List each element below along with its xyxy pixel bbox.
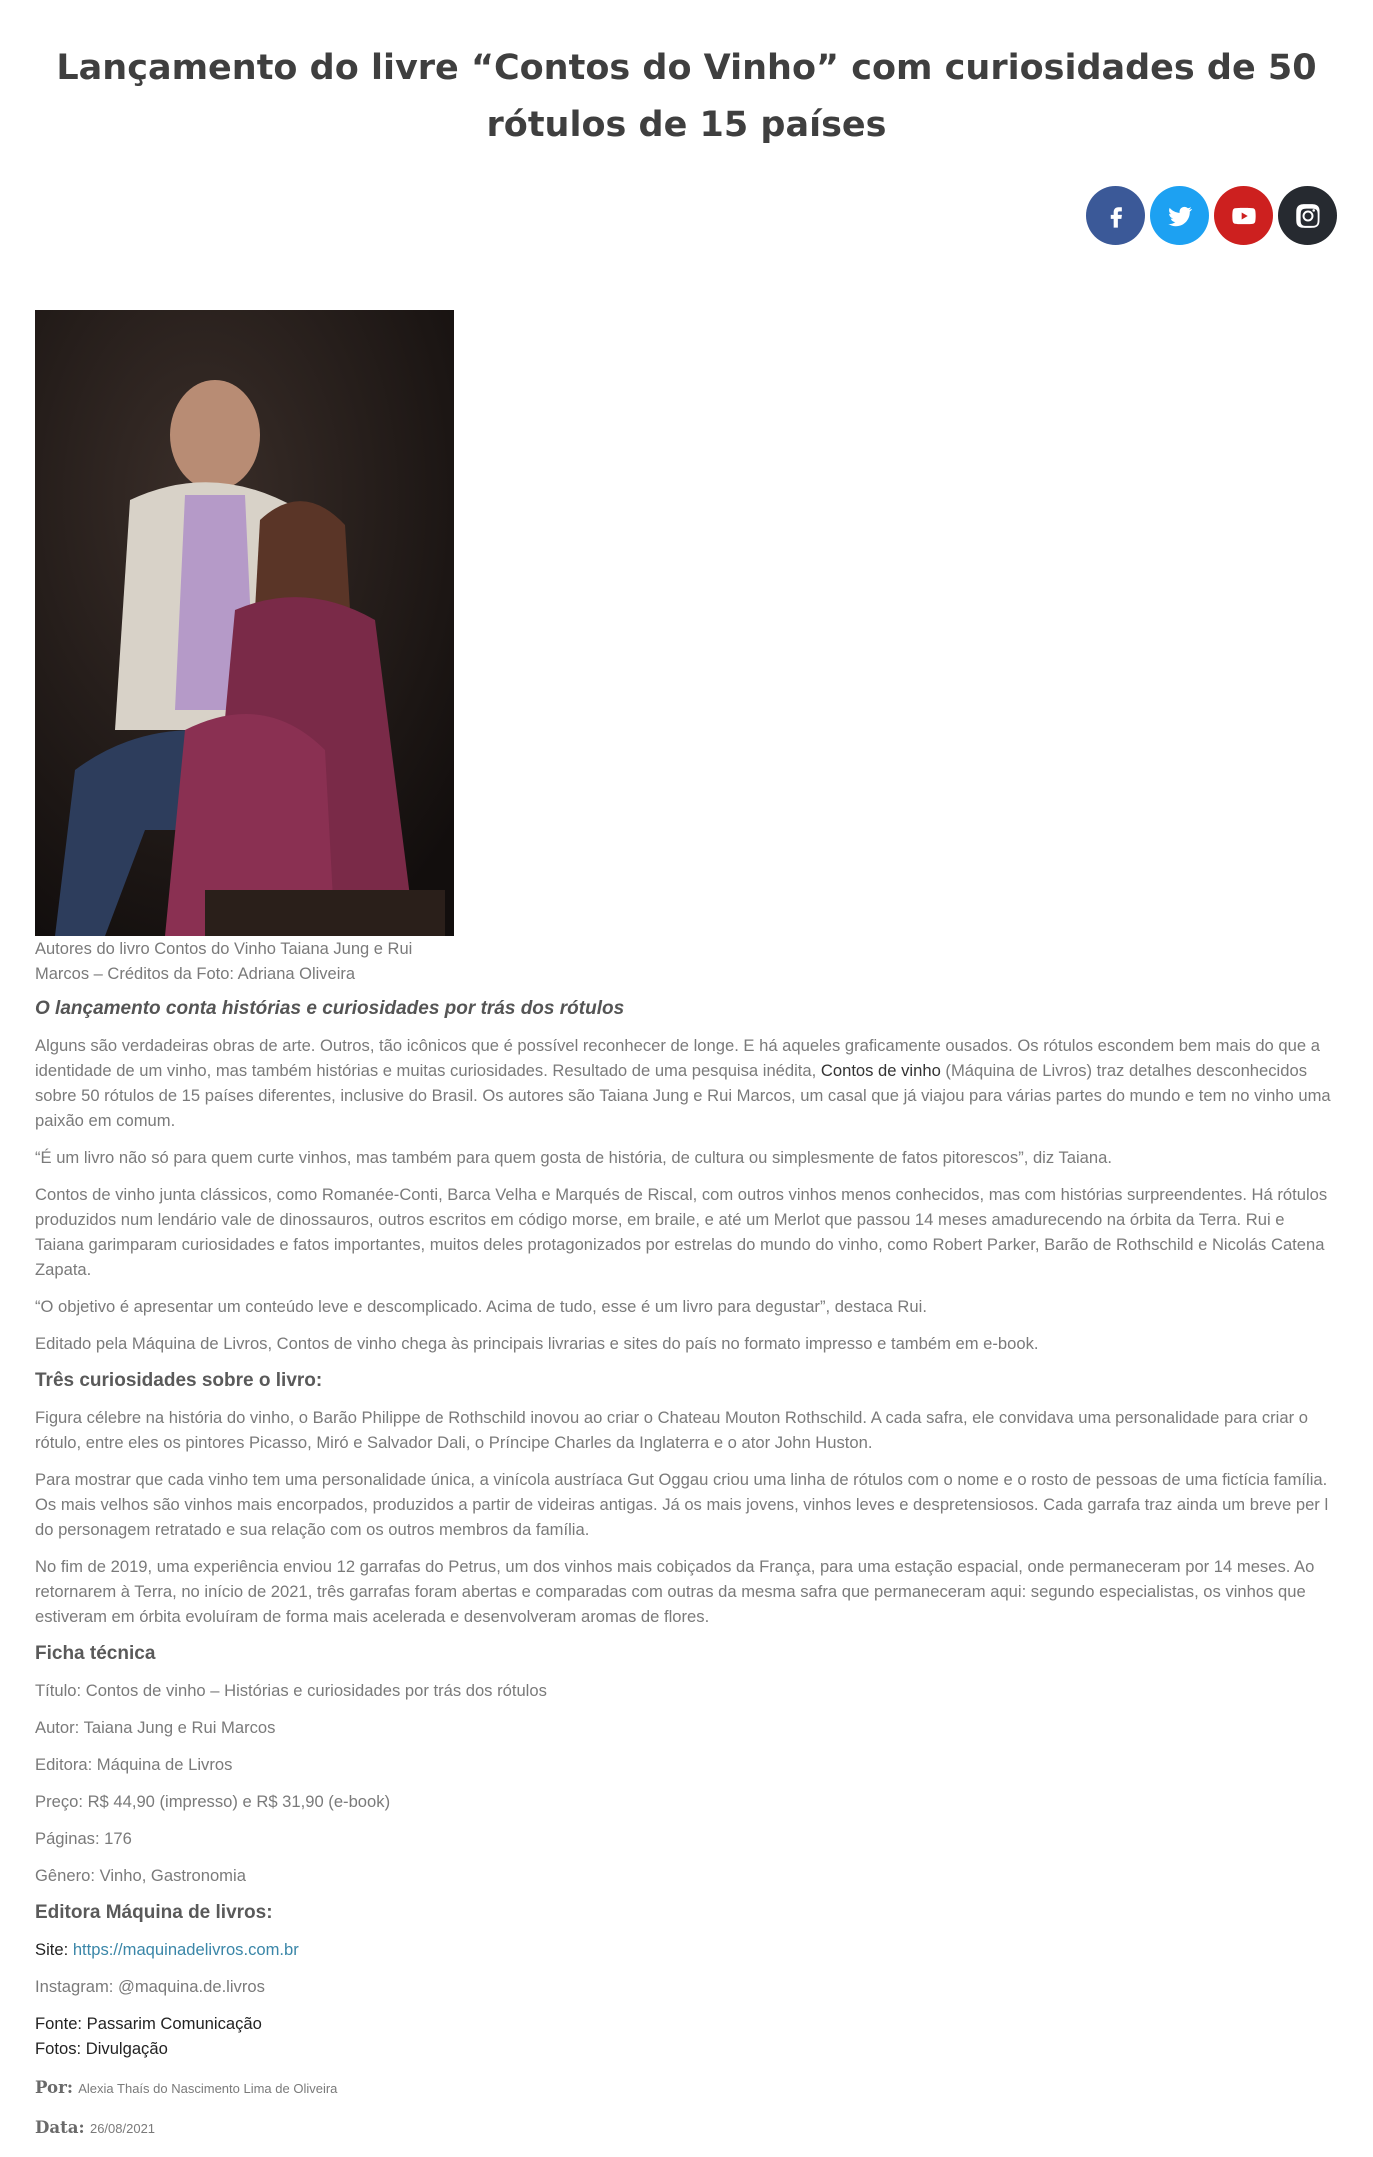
social-links	[1086, 186, 1337, 245]
paragraph-5: Editado pela Máquina de Livros, Contos de vinho chega às principais livrarias e sites do país no formato impresso e também em e-book.	[35, 1334, 1039, 1353]
article-title: Lançamento do livre “Contos do Vinho” com curiosidades de 50 rótulos de 15 países	[56, 48, 1317, 145]
ficha-titulo: Título: Contos de vinho – Histórias e curiosidades por trás dos rótulos	[35, 1681, 547, 1700]
paragraph-4: “O objetivo é apresentar um conteúdo leve e descomplicado. Acima de tudo, esse é um livro para degustar”, destaca Rui.	[35, 1297, 927, 1316]
curiosidade-1: Figura célebre na história do vinho, o Barão Philippe de Rothschild inovou ao criar o Chateau Mouton Rothschild. A cada safra, ele convidava uma personalidade para criar o rótulo, entre eles os pintores Picasso, Miró e Salvador Dali, o Príncipe Charles da Inglaterra e o ator John Huston.	[35, 1408, 1308, 1452]
curiosidade-3: No fim de 2019, uma experiência enviou 12 garrafas do Petrus, um dos vinhos mais cobiçados da França, para uma estação espacial, onde permaneceram por 14 meses. Ao retornarem à Terra, no início de 2021, três garrafas foram abertas e comparadas com outras da mesma safra que permaneceram aqui: segundo especialistas, os vinhos que estiveram em órbita evoluíram de forma mais acelerada e desenvolveram aromas de flores.	[35, 1557, 1315, 1626]
paragraph-1-text: Alguns são verdadeiras obras de arte. Outros, tão icônicos que é possível reconhecer de longe. E há aqueles graficamente ousados. Os rótulos escondem bem mais do que a identidade de um vinho, mas também histórias e muitas curiosidades. Resultado de uma pesquisa inédita,	[35, 1036, 1320, 1080]
ficha-paginas: Páginas: 176	[35, 1829, 132, 1848]
facebook-icon	[1102, 202, 1130, 230]
authors-photo	[35, 310, 454, 936]
ficha-heading: Ficha técnica	[35, 1643, 156, 1664]
youtube-button[interactable]	[1214, 186, 1273, 245]
twitter-icon	[1166, 202, 1194, 230]
curiosidades-heading: Três curiosidades sobre o livro:	[35, 1370, 323, 1391]
date-label: Data:	[35, 2117, 85, 2137]
ficha-autor: Autor: Taiana Jung e Rui Marcos	[35, 1718, 276, 1737]
article-subtitle: O lançamento conta histórias e curiosidades por trás dos rótulos	[35, 998, 625, 1019]
ficha-preco: Preço: R$ 44,90 (impresso) e R$ 31,90 (e-book)	[35, 1792, 391, 1811]
ficha-editora: Editora: Máquina de Livros	[35, 1755, 233, 1774]
authors-photo-illustration	[35, 310, 454, 936]
paragraph-1	[35, 1033, 1335, 1133]
curiosidade-2: Para mostrar que cada vinho tem uma personalidade única, a vinícola austríaca Gut Oggau criou uma linha de rótulos com o nome e o rosto de pessoas de uma fictícia família. Os mais velhos são vinhos mais encorpados, produzidos a partir de videiras antigas. Já os mais jovens, vinhos leves e despretensiosos. Cada garrafa traz ainda um breve per l do personagem retratado e sua relação com os outros membros da família.	[35, 1470, 1329, 1539]
book-link[interactable]: Contos de vinho	[820, 1061, 941, 1080]
instagram-button[interactable]	[1278, 186, 1337, 245]
paragraph-3: Contos de vinho junta clássicos, como Romanée-Conti, Barca Velha e Marqués de Riscal, com outros vinhos menos conhecidos, mas com histórias surpreendentes. Há rótulos produzidos num lendário vale de dinossauros, outros escritos em código morse, em braile, e até um Merlot que passou 14 meses amadurecendo na órbita da Terra. Rui e Taiana garimparam curiosidades e fatos importantes, muitos deles protagonizados por estrelas do mundo do vinho, como Robert Parker, Barão de Rothschild e Nicolás Catena Zapata.	[35, 1185, 1328, 1279]
author-byline	[35, 2075, 1335, 2101]
photo-caption: Autores do livro Contos do Vinho Taiana Jung e Rui Marcos – Créditos da Foto: Adriana Oliveira	[35, 940, 413, 983]
site-label: Site:	[35, 1940, 73, 1959]
editora-heading: Editora Máquina de livros:	[35, 1902, 273, 1923]
paragraph-2: “É um livro não só para quem curte vinhos, mas também para quem gosta de história, de cultura ou simplesmente de fatos pitorescos”, diz Taiana.	[35, 1148, 1112, 1167]
twitter-button[interactable]	[1150, 186, 1209, 245]
photos-credit: Fotos: Divulgação	[35, 2039, 168, 2058]
youtube-icon	[1230, 202, 1258, 230]
editora-site	[35, 1937, 1335, 1962]
facebook-button[interactable]	[1086, 186, 1145, 245]
date-byline	[35, 2115, 1335, 2141]
instagram-icon	[1294, 202, 1322, 230]
paragraph-1-text-end: (Máquina de Livros) traz detalhes desconhecidos sobre 50 rótulos de 15 países diferentes, inclusive do Brasil. Os autores são Taiana Jung e Rui Marcos, um casal que já viajou para várias partes do mundo e tem no vinho uma paixão em comum.	[35, 1061, 1331, 1130]
source-line: Fonte: Passarim Comunicação	[35, 2014, 262, 2033]
article-body	[35, 996, 1335, 2153]
author-name: Alexia Thaís do Nascimento Lima de Oliveira	[78, 2081, 338, 2096]
site-link[interactable]: https://maquinadelivros.com.br	[72, 1940, 299, 1959]
publish-date: 26/08/2021	[89, 2121, 156, 2136]
ficha-genero: Gênero: Vinho, Gastronomia	[35, 1866, 246, 1885]
author-label: Por:	[35, 2077, 73, 2097]
editora-instagram: Instagram: @maquina.de.livros	[35, 1977, 265, 1996]
